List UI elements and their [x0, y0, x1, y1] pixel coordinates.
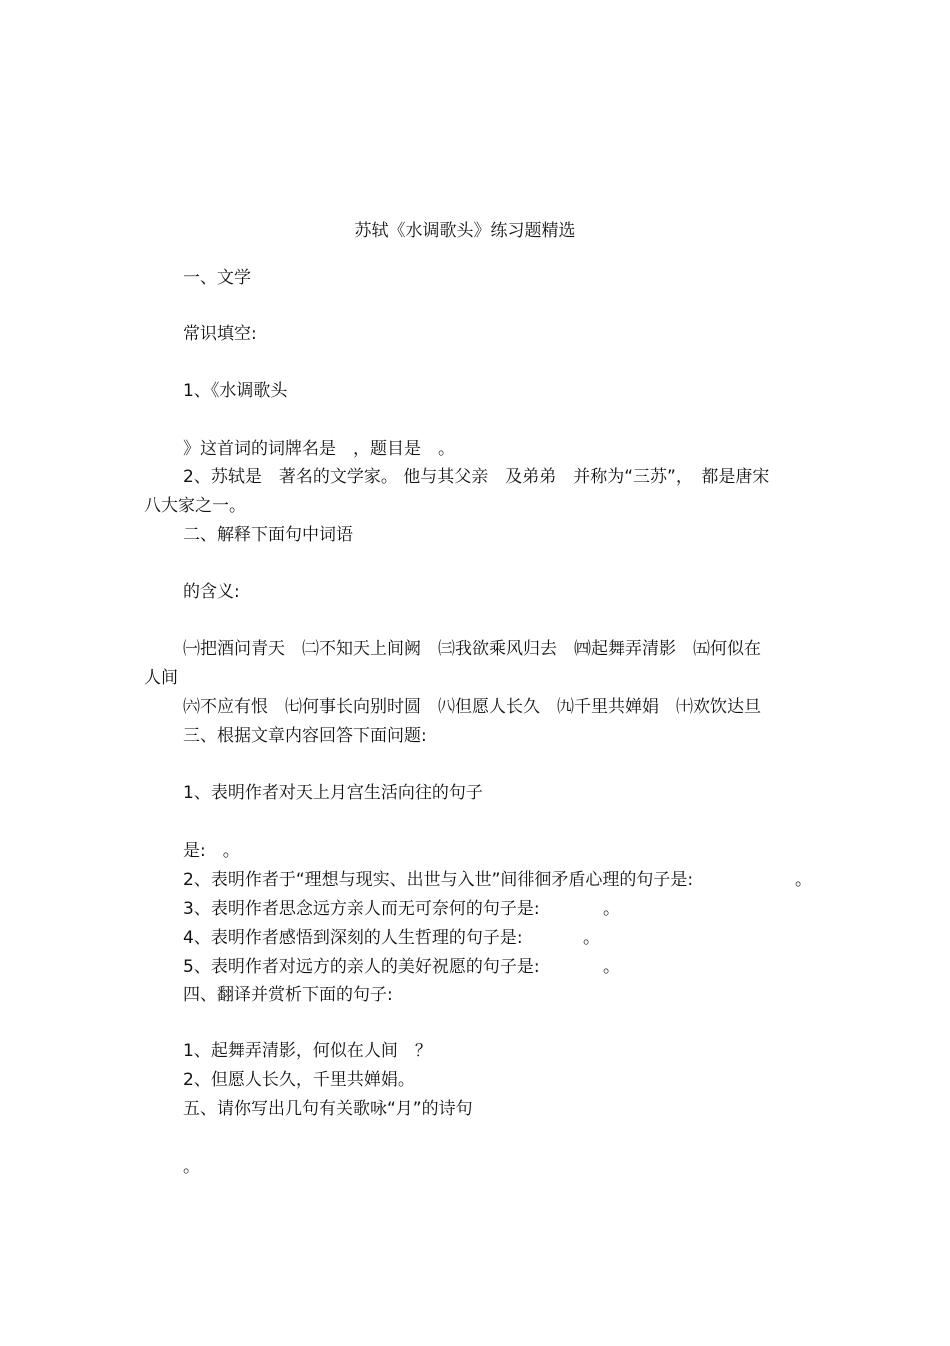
page-title: 苏轼《水调歌头》练习题精选: [354, 221, 576, 241]
question-3-5: 5、表明作者对远方的亲人的美好祝愿的句子是:: [183, 957, 540, 977]
answer-end-mark: 。: [795, 870, 812, 890]
section-heading-1: 一、文学: [183, 268, 251, 288]
section-heading-3: 三、根据文章内容回答下面问题:: [183, 726, 427, 746]
question-3-3: 3、表明作者思念远方亲人而无可奈何的句子是:: [183, 899, 540, 919]
question-1-2: 2、苏轼是 著名的文学家。 他与其父亲 及弟弟 并称为“三苏”， 都是唐宋: [183, 467, 770, 487]
text-line: 人间: [144, 668, 178, 688]
section-heading-5: 五、请你写出几句有关歌咏“月”的诗句: [183, 1099, 473, 1119]
section-heading-4: 四、翻译并赏析下面的句子:: [183, 985, 393, 1005]
phrase-list-line: ㈠把酒问青天 ㈡不知天上间阙 ㈢我欲乘风归去 ㈣起舞弄清影 ㈤何似在: [183, 639, 761, 659]
answer-end-mark: 。: [583, 928, 600, 948]
question-3-1: 1、表明作者对天上月宫生活向往的句子: [183, 783, 483, 803]
text-line: 是: 。: [183, 841, 240, 861]
question-4-2: 2、但愿人长久，千里共婵娟。: [183, 1070, 415, 1090]
text-line: 八大家之一。: [144, 496, 246, 516]
text-line: 的含义:: [183, 582, 240, 602]
question-4-1: 1、起舞弄清影，何似在人间 ？: [183, 1041, 432, 1061]
text-line: 常识填空:: [183, 324, 257, 344]
question-3-4: 4、表明作者感悟到深刻的人生哲理的句子是:: [183, 928, 523, 948]
section-heading-2: 二、解释下面句中词语: [183, 525, 353, 545]
question-1-1: 1、《水调歌头: [183, 381, 288, 401]
question-3-2: 2、表明作者于“理想与现实、出世与入世”间徘徊矛盾心理的句子是:: [183, 870, 694, 890]
text-line: 》这首词的词牌名是 ，题目是 。: [183, 439, 455, 459]
answer-end-mark: 。: [603, 899, 620, 919]
phrase-list-line: ㈥不应有恨 ㈦何事长向别时圆 ㈧但愿人长久 ㈨千里共婵娟 ㈩欢饮达旦: [183, 697, 761, 717]
answer-end-mark: 。: [603, 957, 620, 977]
answer-end-mark: 。: [183, 1157, 200, 1177]
